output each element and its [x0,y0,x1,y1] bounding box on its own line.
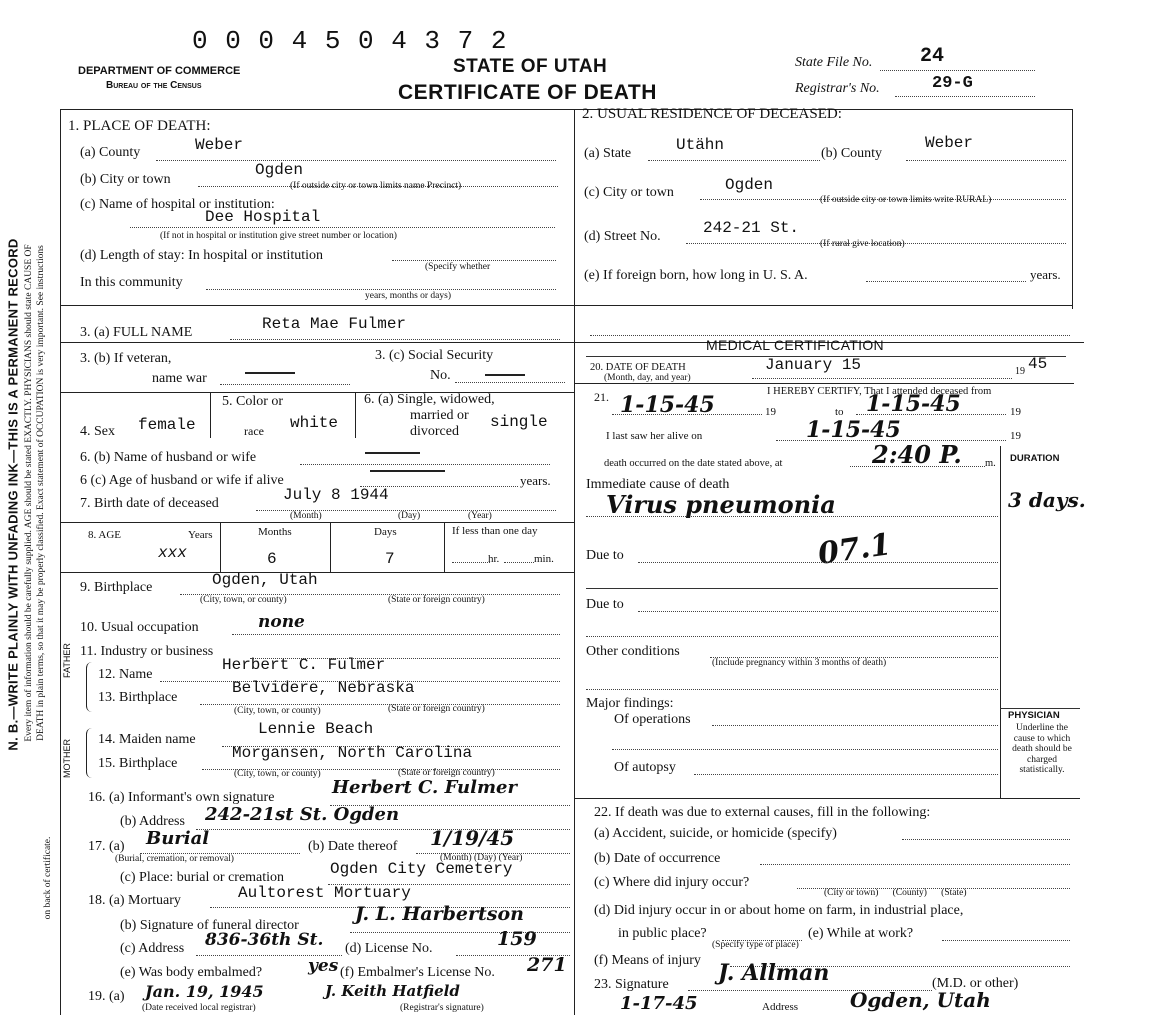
residence-state-label: (a) State [584,146,632,161]
veteran-label: 3. (b) If veteran, [80,351,172,366]
duration-label: DURATION [1010,453,1060,464]
death-year-prefix: 19 [1015,366,1025,377]
informant-address-label: (b) Address [120,814,185,829]
industry-label: 11. Industry or business [80,644,214,659]
full-name-label: 3. (a) FULL NAME [80,325,193,340]
signature-note: (M.D. or other) [932,976,1019,991]
birthplace-value: Ogden, Utah [212,571,318,589]
death-county-value: Weber [195,136,244,154]
registrar-note: (Registrar's signature) [400,1003,484,1013]
attended-to: 1-15-45 [866,391,961,417]
birthplace-label: 9. Birthplace [80,580,153,595]
external-c-label: (c) Where did injury occur? [594,875,750,890]
death-city-label: (b) City or town [80,172,171,187]
external-heading: 22. If death was due to external causes, fill in the following: [594,805,931,820]
hospital-value: Dee Hospital [205,208,321,226]
mother-name-label: 14. Maiden name [98,732,196,747]
director-address-label: (c) Address [120,941,185,956]
birth-year-note: (Year) [468,511,492,521]
physician-signature: J. Allman [718,960,830,986]
attended-from: 1-15-45 [620,392,715,418]
age-months-label: Months [258,526,292,538]
death-year-value: 45 [1028,355,1048,373]
external-c-note: (City or town) (County) (State) [824,888,967,898]
place-of-death-heading: 1. PLACE OF DEATH: [68,118,211,134]
external-d-label-2: in public place? [618,926,707,941]
street-label: (d) Street No. [584,229,661,244]
registrar-signature: J. Keith Hatfield [325,982,460,1000]
age-less-day-label: If less than one day [452,525,538,537]
street-value: 242-21 St. [703,219,800,237]
death-city-note: (If outside city or town limits name Precinct) [290,181,462,191]
signature-label: 23. Signature [594,977,669,992]
father-name-label: 12. Name [98,667,153,682]
occurred-label: death occurred on the date stated above, at [604,458,783,469]
residence-city-value: Ogden [725,176,774,194]
community-label: In this community [80,275,183,290]
residence-city-note: (If outside city or town limits write RURAL) [820,195,992,205]
residence-heading: 2. USUAL RESIDENCE OF DECEASED: [582,106,842,122]
age-months-value: 6 [267,550,277,568]
race-label: race [244,424,264,438]
father-birthplace-label: 13. Birthplace [98,690,178,705]
signature-date: 1-17-45 [620,993,698,1014]
death-time: 2:40 P. [872,440,962,469]
mother-name-value: Lennie Beach [258,720,374,738]
external-a-label: (a) Accident, suicide, or homicide (specify) [594,826,837,841]
burial-date-label: (b) Date thereof [308,839,398,854]
received-note: (Date received local registrar) [142,1003,256,1013]
marital-value: single [490,413,548,431]
operations-label: Of operations [614,712,691,727]
age-days-label: Days [374,526,397,538]
signature-address: Ogden, Utah [850,988,991,1012]
mother-birthplace-value: Morgansen, North Carolina [232,744,473,762]
external-e-label: (e) While at work? [808,926,914,941]
spouse-label: 6. (b) Name of husband or wife [80,450,257,465]
received-date: Jan. 19, 1945 [145,982,264,1001]
certify-text: I HEREBY CERTIFY, That I attended deceased from [767,386,992,397]
hospital-note: (If not in hospital or institution give street number or location) [160,231,397,241]
major-findings-label: Major findings: [586,696,674,711]
birth-date-value: July 8 1944 [283,486,389,504]
external-b-label: (b) Date of occurrence [594,851,721,866]
spouse-age-label: 6 (c) Age of husband or wife if alive [80,473,284,488]
signature-address-label: Address [762,1001,799,1013]
state-file-label: State File No. [795,55,873,70]
state-file-value: 24 [920,45,945,68]
due-to-1-label: Due to [586,548,624,563]
embalmer-label: (f) Embalmer's License No. [340,965,495,980]
burial-value: Burial [146,828,210,849]
birthplace-note-2: (State or foreign country) [388,595,485,605]
margin-line-1: N. B.—WRITE PLAINLY WITH UNFADING INK—THIS IS A PERMANENT RECORD [5,238,21,751]
m-label: m. [985,458,996,469]
marital-label-2: married or [410,408,469,423]
mother-birthplace-label: 15. Birthplace [98,756,178,771]
birthplace-note-1: (City, town, or county) [200,595,287,605]
foreign-born-unit: years. [1030,267,1061,282]
informant-signature: Herbert C. Fulmer [332,777,517,798]
embalmed-value: yes [308,956,339,976]
license-label: (d) License No. [345,941,433,956]
death-county-label: (a) County [80,145,141,160]
certificate-title: CERTIFICATE OF DEATH [398,81,657,104]
mortuary-label: 18. (a) Mortuary [88,893,181,908]
to-label: to [835,406,844,418]
spouse-age-dash [370,470,445,472]
ssn-dash [485,374,525,376]
registrar-value: 29-G [932,74,973,93]
father-birthplace-value: Belvidere, Nebraska [232,679,415,697]
residence-county-label: (b) County [821,146,883,161]
death-city-value: Ogden [255,161,304,179]
spouse-dash [365,452,420,454]
color-label: 5. Color or [222,394,284,409]
attended-from-year: 19 [765,406,776,418]
father-name-value: Herbert C. Fulmer [222,656,386,674]
mother-bracket [86,728,95,778]
birth-month-note: (Month) [290,511,322,521]
spouse-age-unit: years. [520,473,551,488]
informant-address: 242-21st St. Ogden [205,804,400,825]
external-f-label: (f) Means of injury [594,953,701,968]
age-label: 8. AGE [88,529,121,541]
last-saw-year: 19 [1010,430,1021,442]
race-value: white [290,414,339,432]
marital-label-3: divorced [410,424,459,439]
age-min-label: min. [534,553,554,565]
other-conditions-label: Other conditions [586,644,680,659]
death-date-note: (Month, day, and year) [604,373,691,383]
father-side-label: FATHER [62,643,72,678]
serial-number: 0 0 0 4 5 0 4 3 7 2 [192,26,508,56]
stay-note: (Specify whether [425,262,491,272]
medical-heading: MEDICAL CERTIFICATION [706,337,884,353]
veteran-dash [245,372,295,374]
bureau-label: Bureau of the Census [106,80,202,91]
mother-side-label: MOTHER [62,739,72,778]
burial-place-value: Ogden City Cemetery [330,860,513,878]
death-date-value: January 15 [765,356,862,374]
residence-state-value: Utähn [676,136,725,154]
father-note-1: (City, town, or county) [234,706,321,716]
cause-code: 07.1 [815,527,894,572]
birth-date-label: 7. Birth date of deceased [80,496,219,511]
stay-label: (d) Length of stay: In hospital or institution [80,248,324,263]
department-label: DEPARTMENT OF COMMERCE [78,65,241,77]
informant-label: 16. (a) Informant's own signature [88,790,275,805]
autopsy-label: Of autopsy [614,760,676,775]
age-hr-label: hr. [488,553,500,565]
sex-label: 4. Sex [80,424,115,439]
birth-day-note: (Day) [398,511,421,521]
duration-value: 3 days. [1008,488,1086,512]
immediate-cause-value: Virus pneumonia [606,490,836,519]
director-address: 836-36th St. [205,930,324,950]
last-saw-label: I last saw her alive on [606,430,703,442]
age-days-value: 7 [385,550,395,568]
foreign-born-label: (e) If foreign born, how long in U. S. A. [584,268,808,283]
mother-note-2: (State or foreign country) [398,768,495,778]
burial-note: (Burial, cremation, or removal) [115,854,234,864]
state-title: STATE OF UTAH [453,56,608,77]
age-years-value: xxx [158,544,187,562]
last-saw-value: 1-15-45 [806,417,901,443]
age-years-label: Years [188,529,213,541]
attended-to-year: 19 [1010,406,1021,418]
veteran-war-label: name war [152,371,207,386]
physician-note: Underline the cause to which death should be charged statistically. [1012,723,1072,775]
margin-instructions [0,0,60,1015]
mortuary-value: Aultorest Mortuary [238,884,411,902]
embalmed-label: (e) Was body embalmed? [120,965,263,980]
embalmer-value: 271 [527,954,567,976]
burial-place-label: (c) Place: burial or cremation [120,870,285,885]
other-conditions-note: (Include pregnancy within 3 months of death) [712,658,887,668]
director-signature: J. L. Harbertson [355,903,524,925]
burial-date-note: (Month) (Day) (Year) [440,853,523,863]
burial-date-value: 1/19/45 [430,826,515,850]
full-name-value: Reta Mae Fulmer [262,315,407,333]
external-d-note: (Specify type of place) [712,940,799,950]
occupation-value: none [258,612,305,632]
burial-label: 17. (a) [88,839,125,854]
residence-county-value: Weber [925,134,974,152]
margin-line-3: DEATH in plain terms, so that it may be properly classified. Exact statement of OCCUPATION is very important. See instructions [36,245,46,741]
received-label: 19. (a) [88,989,125,1004]
sex-value: female [138,416,196,434]
ssn-label: 3. (c) Social Security [375,348,494,363]
physician-heading: PHYSICIAN [1008,710,1060,721]
due-to-2-label: Due to [586,597,624,612]
ssn-no-label: No. [430,368,451,383]
death-date-label: 20. DATE OF DEATH [590,362,686,373]
marital-label: 6. (a) Single, widowed, [364,392,495,407]
certify-number: 21. [594,390,609,404]
immediate-cause-label: Immediate cause of death [586,477,730,492]
margin-line-2: Every item of information should be carefully supplied. AGE should be stated EXACTLY. PHYSICIANS should state CAUSE OF [24,244,34,742]
mother-note-1: (City, town, or county) [234,769,321,779]
license-value: 159 [497,928,537,950]
residence-city-label: (c) City or town [584,185,674,200]
external-d-label: (d) Did injury occur in or about home on farm, in industrial place, [594,903,964,918]
director-label: (b) Signature of funeral director [120,918,299,933]
father-note-2: (State or foreign country) [388,704,485,714]
registrar-label: Registrar's No. [795,81,880,96]
community-note: years, months or days) [365,291,452,301]
hospital-label: (c) Name of hospital or institution: [80,197,275,212]
father-bracket [86,662,95,712]
street-note: (If rural give location) [820,239,905,249]
margin-line-4: on back of certificate. [43,836,53,920]
occupation-label: 10. Usual occupation [80,620,199,635]
